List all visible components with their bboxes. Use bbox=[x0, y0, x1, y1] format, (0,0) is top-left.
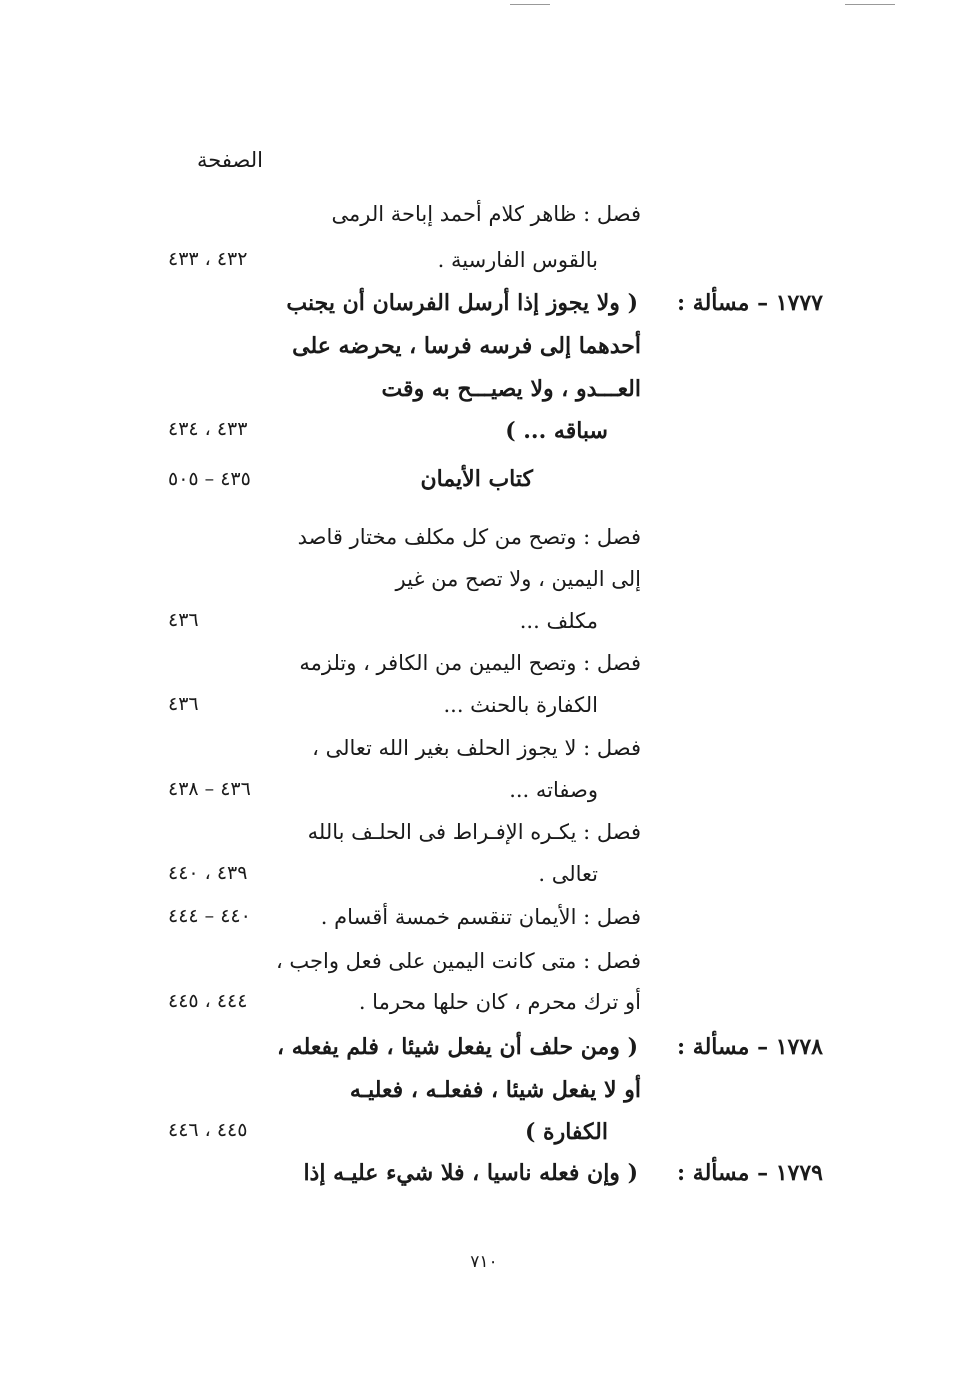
entry-line: إلى اليمين ، ولا تصح من غير bbox=[395, 567, 641, 591]
entry-line: أو لا يفعل شيئا ، ففعلـه ، فعليـه bbox=[349, 1077, 641, 1103]
page-ref: ٤٣٦ bbox=[168, 693, 199, 715]
page-number: ٧١٠ bbox=[470, 1252, 498, 1272]
top-rule bbox=[510, 4, 550, 5]
entry-line: أو ترك محرم ، كان حلها محرما . bbox=[358, 990, 641, 1014]
page-column-header: الصفحة bbox=[197, 148, 263, 172]
entry-line: وصفاته ... bbox=[509, 778, 598, 802]
question-number: ١٧٧٧ – مسألة : bbox=[677, 290, 823, 316]
entry-line: سباقه ... ) bbox=[505, 418, 608, 444]
entry-line: فصل : ظاهر كلام أحمد إباحة الرمى bbox=[331, 202, 641, 226]
page-ref: ٤٣٢ ، ٤٣٣ bbox=[168, 248, 248, 270]
entry-line: ( ومن حلف أن يفعل شيئا ، فلم يفعله ، bbox=[277, 1034, 638, 1060]
page-ref: ٤٤٠ – ٤٤٤ bbox=[168, 905, 251, 927]
entry-line: ( وإن فعله ناسيا ، فلا شيء عليـه إذا bbox=[303, 1160, 638, 1186]
page-ref: ٤٣٦ bbox=[168, 609, 199, 631]
page-ref: ٤٤٥ ، ٤٤٦ bbox=[168, 1119, 248, 1141]
page-ref: ٤٣٥ – ٥٠٥ bbox=[168, 468, 251, 490]
entry-line: فصل : يكـره الإفـراط فى الحلـف بالله bbox=[307, 820, 641, 844]
entry-line: الكفارة بالحنث ... bbox=[443, 693, 598, 717]
book-title: كتاب الأيمان bbox=[420, 466, 533, 492]
entry-line: مكلف ... bbox=[519, 609, 598, 633]
entry-line: فصل : وتصح من كل مكلف مختار قاصد bbox=[297, 525, 641, 549]
entry-line: تعالى . bbox=[538, 862, 598, 886]
entry-line: فصل : الأيمان تنقسم خمسة أقسام . bbox=[320, 905, 641, 929]
entry-line: فصل : وتصح اليمين من الكافر ، وتلزمه bbox=[299, 651, 641, 675]
entry-line: فصل : متى كانت اليمين على فعل واجب ، bbox=[275, 949, 641, 973]
entry-line: الكفارة ) bbox=[524, 1119, 608, 1145]
question-number: ١٧٧٩ – مسألة : bbox=[677, 1160, 823, 1186]
entry-line: العـــدو ، ولا يصيـــح به وقت bbox=[381, 376, 641, 402]
page-ref: ٤٣٦ – ٤٣٨ bbox=[168, 778, 251, 800]
entry-line: ( ولا يجوز إذا أرسل الفرسان أن يجنب bbox=[286, 290, 638, 316]
page-ref: ٤٣٩ ، ٤٤٠ bbox=[168, 862, 248, 884]
entry-line: بالقوس الفارسية . bbox=[437, 248, 598, 272]
question-number: ١٧٧٨ – مسألة : bbox=[677, 1034, 823, 1060]
page-ref: ٤٤٤ ، ٤٤٥ bbox=[168, 990, 248, 1012]
top-rule-right bbox=[845, 4, 895, 5]
entry-line: أحدهما إلى فرسه فرسا ، يحرضه على bbox=[292, 333, 641, 359]
entry-line: فصل : لا يجوز الحلف بغير الله تعالى ، bbox=[312, 736, 641, 760]
page-ref: ٤٣٣ ، ٤٣٤ bbox=[168, 418, 248, 440]
